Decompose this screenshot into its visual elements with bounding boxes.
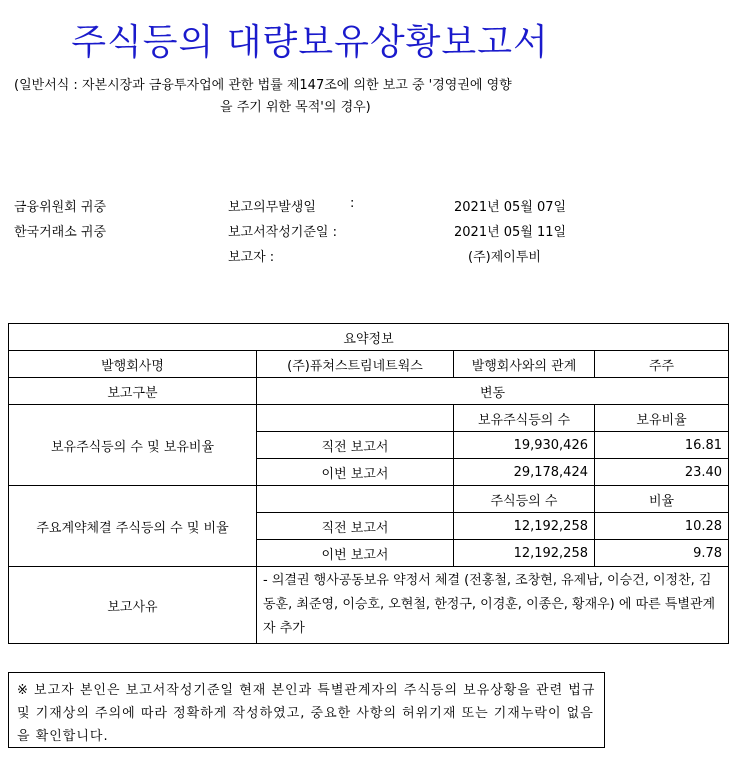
report-date-value: 2021년 05월 11일 [454,225,567,240]
obligation-date-label: 보고의무발생일 [228,200,316,215]
recipient-fsc: 금융위원회 귀중 [14,200,107,215]
holdings-header-empty [257,405,454,432]
holdings-label: 보유주식등의 수 및 보유비율 [9,405,257,486]
obligation-date-value: 2021년 05월 07일 [454,200,567,215]
issuer-value: (주)퓨쳐스트림네트웍스 [257,351,454,378]
recipient-krx: 한국거래소 귀중 [14,225,107,240]
subtitle-line-1: (일반서식 : 자본시장과 금융투자업에 관한 법률 제147조에 의한 보고 중 '경영권에 영향 [14,78,512,93]
holdings-count-header: 보유주식등의 수 [454,405,595,432]
reporter-value: (주)제이투비 [468,250,541,265]
contracts-ratio-header: 비율 [595,486,729,513]
contracts-count-header: 주식등의 수 [454,486,595,513]
holdings-row-ratio: 16.81 [595,432,729,459]
holdings-row-count: 19,930,426 [454,432,595,459]
certification-notice: ※ 보고자 본인은 보고서작성기준일 현재 본인과 특별관계자의 주식등의 보유상황을 관련 법규 및 기재상의 주의에 따라 정확하게 작성하였고, 중요한 사항의 허위기재 또는 기재누락이 없음을 확인합니다. [8,672,605,748]
contracts-row-ratio: 10.28 [595,513,729,540]
obligation-date-separator: : [350,196,355,211]
contracts-row-label: 직전 보고서 [257,513,454,540]
contracts-label: 주요계약체결 주식등의 수 및 비율 [9,486,257,567]
reason-value: - 의결권 행사공동보유 약정서 체결 (전홍철, 조창현, 유제남, 이승건, 이정찬, 김동훈, 최준영, 이승호, 오현철, 한정구, 이경훈, 이종은, 황재우) 에 따른 특별관계자 추가 [257,567,729,644]
contracts-row-label: 이번 보고서 [257,540,454,567]
contracts-header-empty [257,486,454,513]
holdings-row-ratio: 23.40 [595,459,729,486]
holdings-row-label: 직전 보고서 [257,432,454,459]
holdings-row-label: 이번 보고서 [257,459,454,486]
document-title: 주식등의 대량보유상황보고서 [71,22,549,63]
relation-value: 주주 [595,351,729,378]
reporter-label: 보고자 : [228,250,275,265]
reason-label: 보고사유 [9,567,257,644]
summary-table [8,323,729,644]
report-type-value: 변동 [257,378,729,405]
issuer-label: 발행회사명 [9,351,257,378]
contracts-row-count: 12,192,258 [454,540,595,567]
contracts-row-ratio: 9.78 [595,540,729,567]
holdings-row-count: 29,178,424 [454,459,595,486]
holdings-ratio-header: 보유비율 [595,405,729,432]
report-date-label: 보고서작성기준일 : [228,225,337,240]
report-type-label: 보고구분 [9,378,257,405]
summary-header: 요약정보 [9,324,729,351]
subtitle-line-2: 을 주기 위한 목적'의 경우) [220,100,371,115]
relation-label: 발행회사와의 관계 [454,351,595,378]
contracts-row-count: 12,192,258 [454,513,595,540]
